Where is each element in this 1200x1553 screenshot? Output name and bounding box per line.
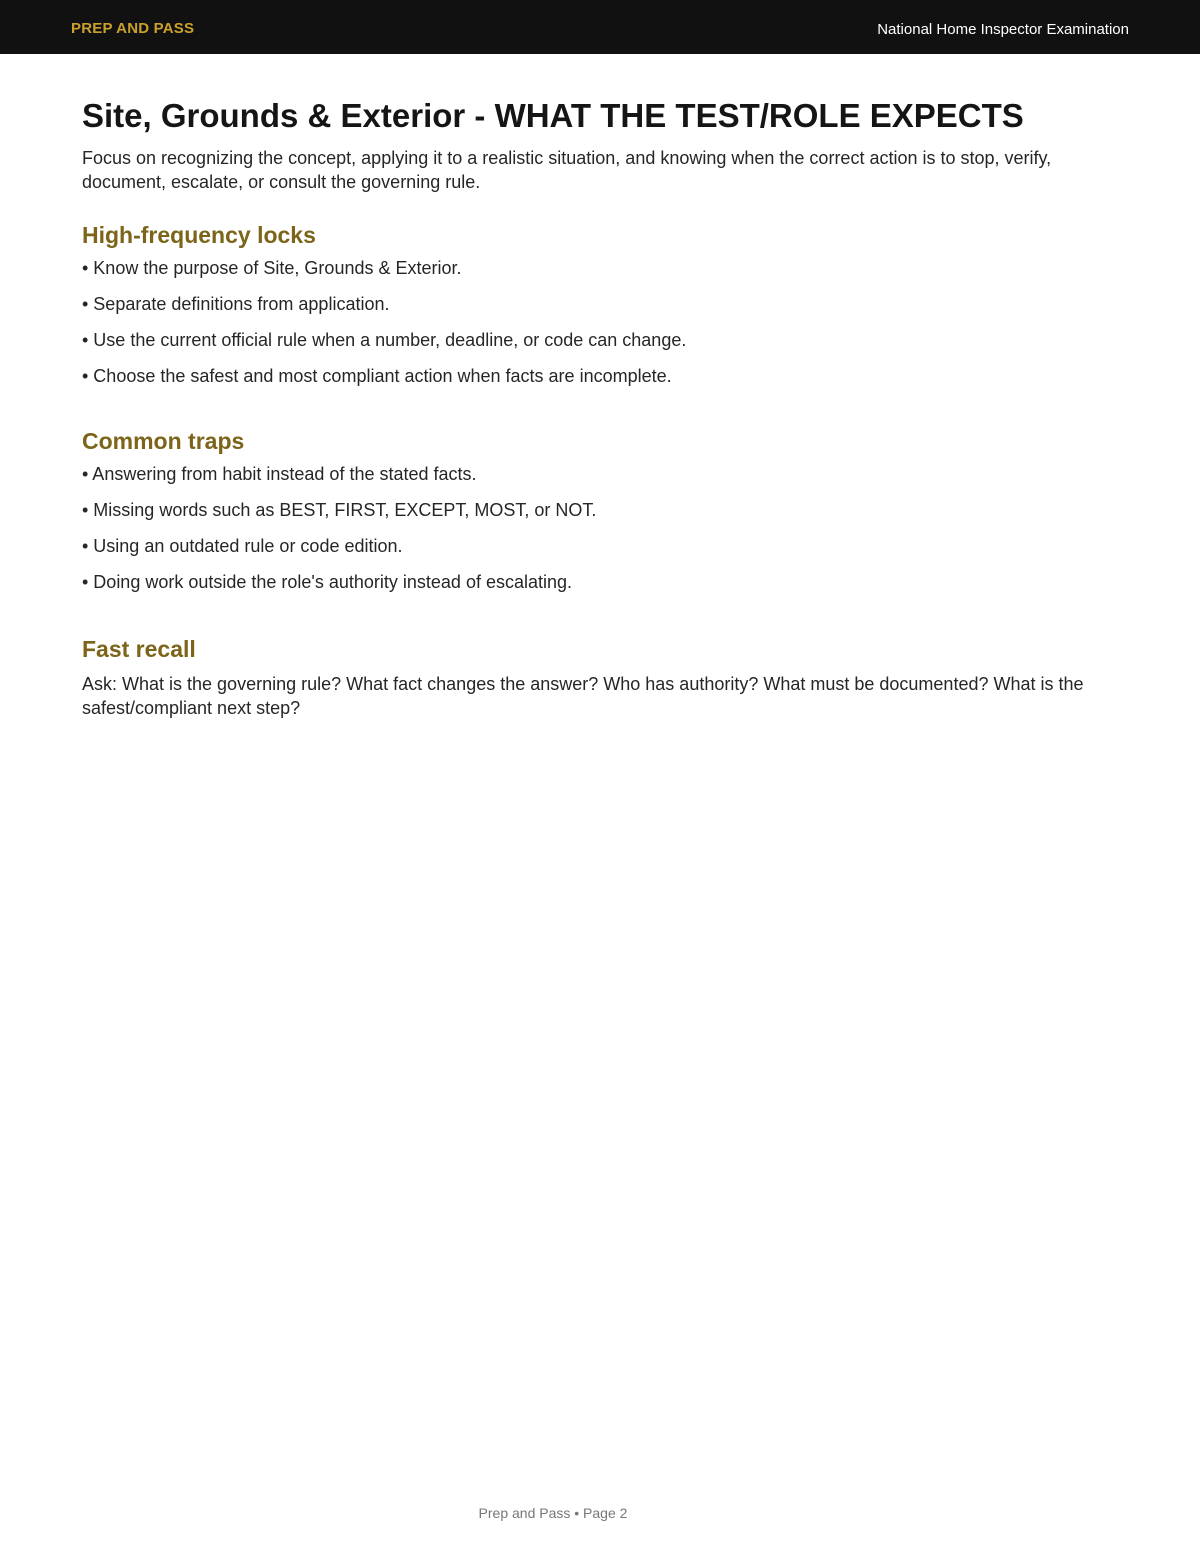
list-item: • Choose the safest and most compliant action when facts are incomplete. (82, 366, 672, 386)
page-title: Site, Grounds & Exterior - WHAT THE TEST/ROLE EXPECTS (82, 97, 1024, 134)
recall-paragraph: Ask: What is the governing rule? What fact changes the answer? Who has authority? What must be documented? What is the safest/compliant next step? (82, 674, 1084, 718)
top-header-bar (0, 0, 1200, 54)
traps-list (82, 462, 1122, 594)
page-footer: Prep and Pass • Page 2 (478, 1505, 628, 1521)
high-frequency-locks-section (82, 220, 1122, 388)
page-content (82, 94, 1122, 720)
section-heading-traps: Common traps (82, 428, 245, 454)
intro-paragraph: Focus on recognizing the concept, applying it to a realistic situation, and knowing when the correct action is to stop, verify, document, escalate, or consult the governing rule. (82, 148, 1052, 192)
locks-list (82, 256, 1122, 388)
list-item: • Answering from habit instead of the stated facts. (82, 464, 477, 484)
section-heading-recall: Fast recall (82, 636, 196, 662)
section-heading-locks: High-frequency locks (82, 222, 316, 248)
list-item: • Missing words such as BEST, FIRST, EXCEPT, MOST, or NOT. (82, 500, 597, 520)
list-item: • Doing work outside the role's authority instead of escalating. (82, 572, 573, 592)
common-traps-section (82, 426, 1122, 594)
exam-name: National Home Inspector Examination (877, 21, 1129, 38)
list-item: • Separate definitions from application. (82, 294, 390, 314)
brand-name: PREP AND PASS (71, 20, 195, 37)
list-item: • Using an outdated rule or code edition. (82, 536, 403, 556)
list-item: • Know the purpose of Site, Grounds & Exterior. (82, 258, 462, 278)
fast-recall-section (82, 634, 1122, 720)
list-item: • Use the current official rule when a number, deadline, or code can change. (82, 330, 687, 350)
